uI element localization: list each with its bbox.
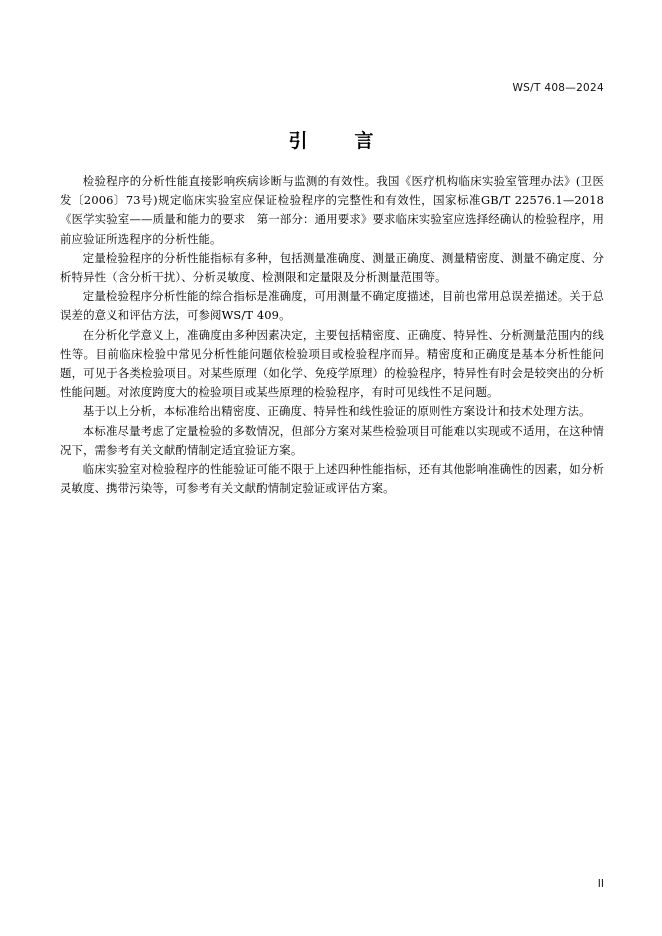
paragraph: 在分析化学意义上，准确度由多种因素决定，主要包括精密度、正确度、特异性、分析测量范围内的线性等。目前临床检验中常见分析性能问题依检验项目或检验程序而异。精密度和正确度是基本分析性能问题，可见于各类检验项目。对某些原理（如化学、免疫学原理）的检验程序，特异性有时会是较突出的分析性能问题。对浓度跨度大的检验项目或某些原理的检验程序，有时可见线性不足问题。 <box>60 327 604 400</box>
paragraph: 基于以上分析，本标准给出精密度、正确度、特异性和线性验证的原则性方案设计和技术处理方法。 <box>82 404 591 419</box>
paragraph: 临床实验室对检验程序的性能验证可能不限于上述四种性能指标，还有其他影响准确性的因素，如分析灵敏度、携带污染等，可参考有关文献酌情制定验证或评估方案。 <box>60 462 604 496</box>
standard-code-header: WS/T 408—2024 <box>512 82 604 94</box>
page-number: II <box>597 878 604 890</box>
page-title: 引 言 <box>288 130 388 152</box>
paragraph: 定量检验程序的分析性能指标有多种，包括测量准确度、测量正确度、测量精密度、测量不确定度、分析特异性（含分析干扰）、分析灵敏度、检测限和定量限及分析测量范围等。 <box>60 250 604 285</box>
body-text-block <box>60 172 604 498</box>
paragraph: 定量检验程序分析性能的综合指标是准确度，可用测量不确定度描述，目前也常用总误差描述。关于总误差的意义和评估方法，可参阅WS/T 409。 <box>60 289 604 323</box>
paragraph: 本标准尽量考虑了定量检验的多数情况，但部分方案对某些检验项目可能难以实现或不适用，在这种情况下，需参考有关文献酌情制定适宜验证方案。 <box>60 423 604 457</box>
paragraph: 检验程序的分析性能直接影响疾病诊断与监测的有效性。我国《医疗机构临床实验室管理办法》(卫医发〔2006〕73号)规定临床实验室应保证检验程序的完整性和有效性，国家标准GB/T 22576.1—2018《医学实验室——质量和能力的要求 第一部分：通用要求》要求临床实验室应选择经确认的检验程序，用前应验证所选程序的分析性能。 <box>60 174 604 246</box>
